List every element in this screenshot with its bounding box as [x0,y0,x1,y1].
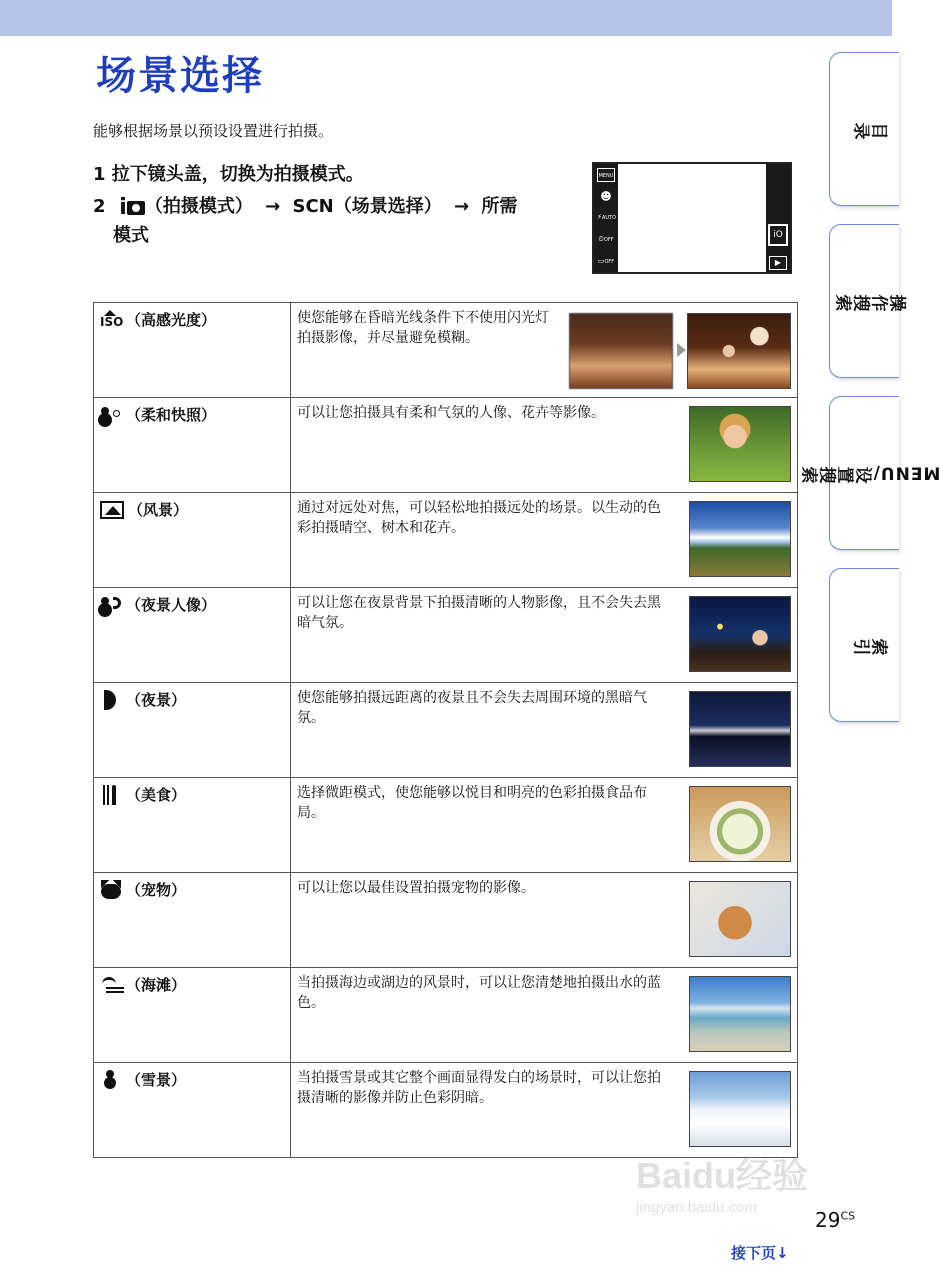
mode-name-cell [94,303,291,398]
example-photo [689,691,791,767]
mode-desc-cell [291,968,798,1063]
step-2-scene-selection: （场景选择） [333,196,442,217]
mode-desc-cell [291,303,798,398]
watermark-logo-text: Baidu经验 [636,1155,809,1196]
flash-auto-icon: ⚡AUTO [597,213,616,221]
top-bar [0,0,892,36]
next-page-label: 接下页 [731,1244,777,1262]
tab-index[interactable] [829,568,899,722]
scn-label: SCN [292,196,334,217]
watermark-url: jingyan.baidu.com [636,1199,757,1216]
example-photo [689,596,791,672]
tab-operation-search[interactable] [829,224,907,378]
mode-desc-cell [291,493,798,588]
night-scene-icon [100,690,122,710]
mode-name-cell [94,778,291,873]
page-number-value: 29 [815,1208,841,1232]
self-timer-off-label: OFF [603,237,614,243]
step-2-shooting-mode: （拍摄模式） [144,196,253,217]
mode-desc-cell [291,398,798,493]
self-timer-off-icon: ⏲OFF [598,235,614,243]
next-page-link[interactable] [731,1242,789,1263]
mode-description: 可以让您在夜景背景下拍摄清晰的人物影像，且不会失去黑暗气氛。 [297,595,661,631]
mode-desc-cell [291,873,798,968]
shooting-mode-icon: iO [768,224,788,246]
scene-mode-table [93,302,798,1158]
watermark [636,1148,836,1238]
mode-description: 当拍摄海边或湖边的风景时，可以让您清楚地拍摄出水的蓝色。 [297,975,661,1011]
night-portrait-icon [100,595,122,615]
tab-index-label: 索引 [852,634,889,655]
arrow-icon: → [454,196,470,217]
step-1: 1 拉下镜头盖，切换为拍摄模式。 [93,164,364,185]
mode-name: （柔和快照） [126,406,217,424]
example-photo-blurred [569,313,673,389]
mode-desc-cell [291,778,798,873]
snow-icon [100,1070,122,1090]
table-row [94,303,798,398]
table-row [94,1063,798,1158]
high-sensitivity-icon [100,310,122,330]
step-2-number: 2 [93,196,106,217]
intelligent-auto-icon [119,194,145,222]
tab-operation-search-label: 操作搜索 [834,290,907,311]
table-row [94,398,798,493]
soft-snap-icon [100,405,122,425]
mode-name: （美食） [126,786,187,804]
menu-icon: MENU [597,168,615,182]
mode-name: （风景） [128,501,189,519]
step-2 [93,193,573,250]
mode-description: 可以让您拍摄具有柔和气氛的人像、花卉等影像。 [297,405,605,421]
down-arrow-icon: ↓ [776,1244,789,1262]
example-photo [689,881,791,957]
mode-name-cell [94,588,291,683]
mode-description: 通过对远处对焦，可以轻松地拍摄远处的场景。以生动的色彩拍摄晴空、树木和花卉。 [297,500,661,536]
pet-icon [100,880,122,900]
mode-description: 可以让您以最佳设置拍摄宠物的影像。 [297,880,535,896]
table-row [94,588,798,683]
mode-desc-cell [291,1063,798,1158]
table-row [94,683,798,778]
tab-menu-settings-search[interactable] [800,396,940,550]
smile-shutter-icon: ☻ [600,190,612,203]
gourmet-icon [100,785,122,805]
page-title: 场景选择 [96,53,264,99]
mode-desc-cell [291,588,798,683]
burst-off-label: OFF [604,259,615,265]
beach-icon [100,975,122,995]
mode-name-cell [94,873,291,968]
screen-left-column [594,164,618,272]
example-photo [689,976,791,1052]
tab-menu-settings-search-label: MENU/设置搜索 [800,462,940,483]
example-photo [689,501,791,577]
mode-name: （海滩） [126,976,187,994]
mode-desc-cell [291,683,798,778]
table-row [94,873,798,968]
landscape-icon [100,501,124,519]
tab-contents[interactable] [829,52,899,206]
mode-name-cell [94,1063,291,1158]
page-number-suffix: CS [840,1209,856,1223]
playback-icon: ▶ [769,256,787,270]
mode-name-cell [94,683,291,778]
example-photo-sharp [687,313,791,389]
mode-name: （雪景） [126,1071,187,1089]
screen-right-column [766,164,790,272]
page-number [815,1208,855,1232]
mode-name-cell [94,493,291,588]
flash-auto-label: AUTO [601,215,616,221]
step-2-mode: 模式 [113,225,149,246]
comparison-arrow-icon [677,343,686,357]
mode-description: 选择微距模式，使您能够以悦目和明亮的色彩拍摄食品布局。 [297,785,647,821]
mode-description: 当拍摄雪景或其它整个画面显得发白的场景时，可以让您拍摄清晰的影像并防止色彩阴暗。 [297,1070,661,1106]
table-row [94,493,798,588]
tab-contents-label: 目录 [852,118,889,139]
mode-name: （高感光度） [126,311,217,329]
camera-screen-illustration [592,162,792,274]
burst-off-icon: ▭OFF [597,257,615,265]
step-2-desired: 所需 [481,196,518,217]
mode-name-cell [94,968,291,1063]
ia-letter: i [119,195,127,220]
camera-icon [127,201,145,215]
example-photo [689,406,791,482]
mode-name: （夜景） [126,691,187,709]
mode-description: 使您能够在昏暗光线条件下不使用闪光灯拍摄影像，并尽量避免模糊。 [297,310,549,346]
example-photo [689,786,791,862]
table-row [94,968,798,1063]
mode-description: 使您能够拍摄远距离的夜景且不会失去周围环境的黑暗气氛。 [297,690,647,726]
arrow-icon: → [265,196,281,217]
table-row [94,778,798,873]
mode-name: （宠物） [126,881,187,899]
mode-name-cell [94,398,291,493]
intro-text: 能够根据场景以预设设置进行拍摄。 [93,122,334,140]
mode-name: （夜景人像） [126,596,217,614]
example-photo [689,1071,791,1147]
